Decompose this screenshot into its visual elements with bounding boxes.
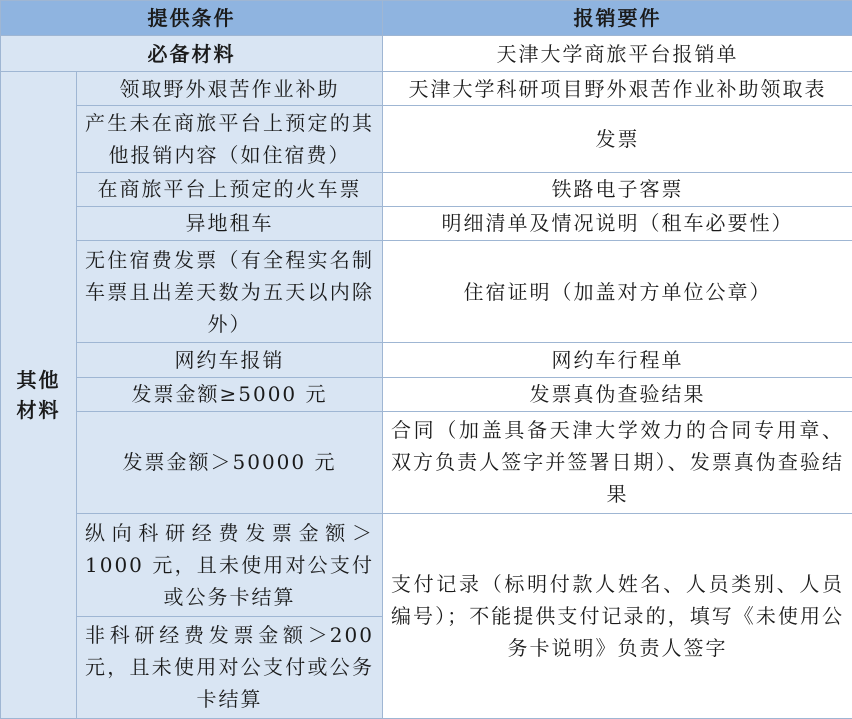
table-row	[1, 36, 852, 72]
table-row	[1, 411, 852, 513]
condition-cell: 领取野外艰苦作业补助	[77, 72, 383, 106]
other-materials-label: 其他材料	[1, 72, 77, 719]
table-row	[1, 240, 852, 342]
condition-cell: 产生未在商旅平台上预定的其他报销内容（如住宿费）	[77, 106, 383, 172]
requirement-cell: 天津大学科研项目野外艰苦作业补助领取表	[383, 72, 852, 106]
requirement-cell: 明细清单及情况说明（租车必要性）	[383, 206, 852, 240]
condition-cell: 纵向科研经费发票金额＞1000 元，且未使用对公支付或公务卡结算	[77, 514, 383, 616]
condition-cell: 无住宿费发票（有全程实名制车票且出差天数为五天以内除外）	[77, 240, 383, 342]
table-row	[1, 377, 852, 411]
table-row	[1, 514, 852, 616]
requirement-cell: 合同（加盖具备天津大学效力的合同专用章、双方负责人签字并签署日期）、发票真伪查验结果	[383, 411, 852, 513]
condition-cell: 网约车报销	[77, 343, 383, 377]
condition-cell: 发票金额＞50000 元	[77, 411, 383, 513]
requirement-cell: 发票	[383, 106, 852, 172]
requirement-cell: 铁路电子客票	[383, 172, 852, 206]
condition-cell: 异地租车	[77, 206, 383, 240]
requirement-cell: 住宿证明（加盖对方单位公章）	[383, 240, 852, 342]
required-materials-value: 天津大学商旅平台报销单	[383, 36, 852, 72]
table-row	[1, 106, 852, 172]
requirement-cell: 网约车行程单	[383, 343, 852, 377]
table-row	[1, 343, 852, 377]
header-conditions: 提供条件	[1, 1, 383, 36]
table-row	[1, 172, 852, 206]
condition-cell: 发票金额≥5000 元	[77, 377, 383, 411]
required-materials-label: 必备材料	[1, 36, 383, 72]
table-row	[1, 206, 852, 240]
table-row	[1, 72, 852, 106]
requirement-cell: 发票真伪查验结果	[383, 377, 852, 411]
condition-cell: 非科研经费发票金额＞200 元，且未使用对公支付或公务卡结算	[77, 616, 383, 718]
requirement-cell: 支付记录（标明付款人姓名、人员类别、人员编号）；不能提供支付记录的，填写《未使用公务卡说明》负责人签字	[383, 514, 852, 719]
header-requirements: 报销要件	[383, 1, 852, 36]
table-header-row	[1, 1, 852, 36]
condition-cell: 在商旅平台上预定的火车票	[77, 172, 383, 206]
